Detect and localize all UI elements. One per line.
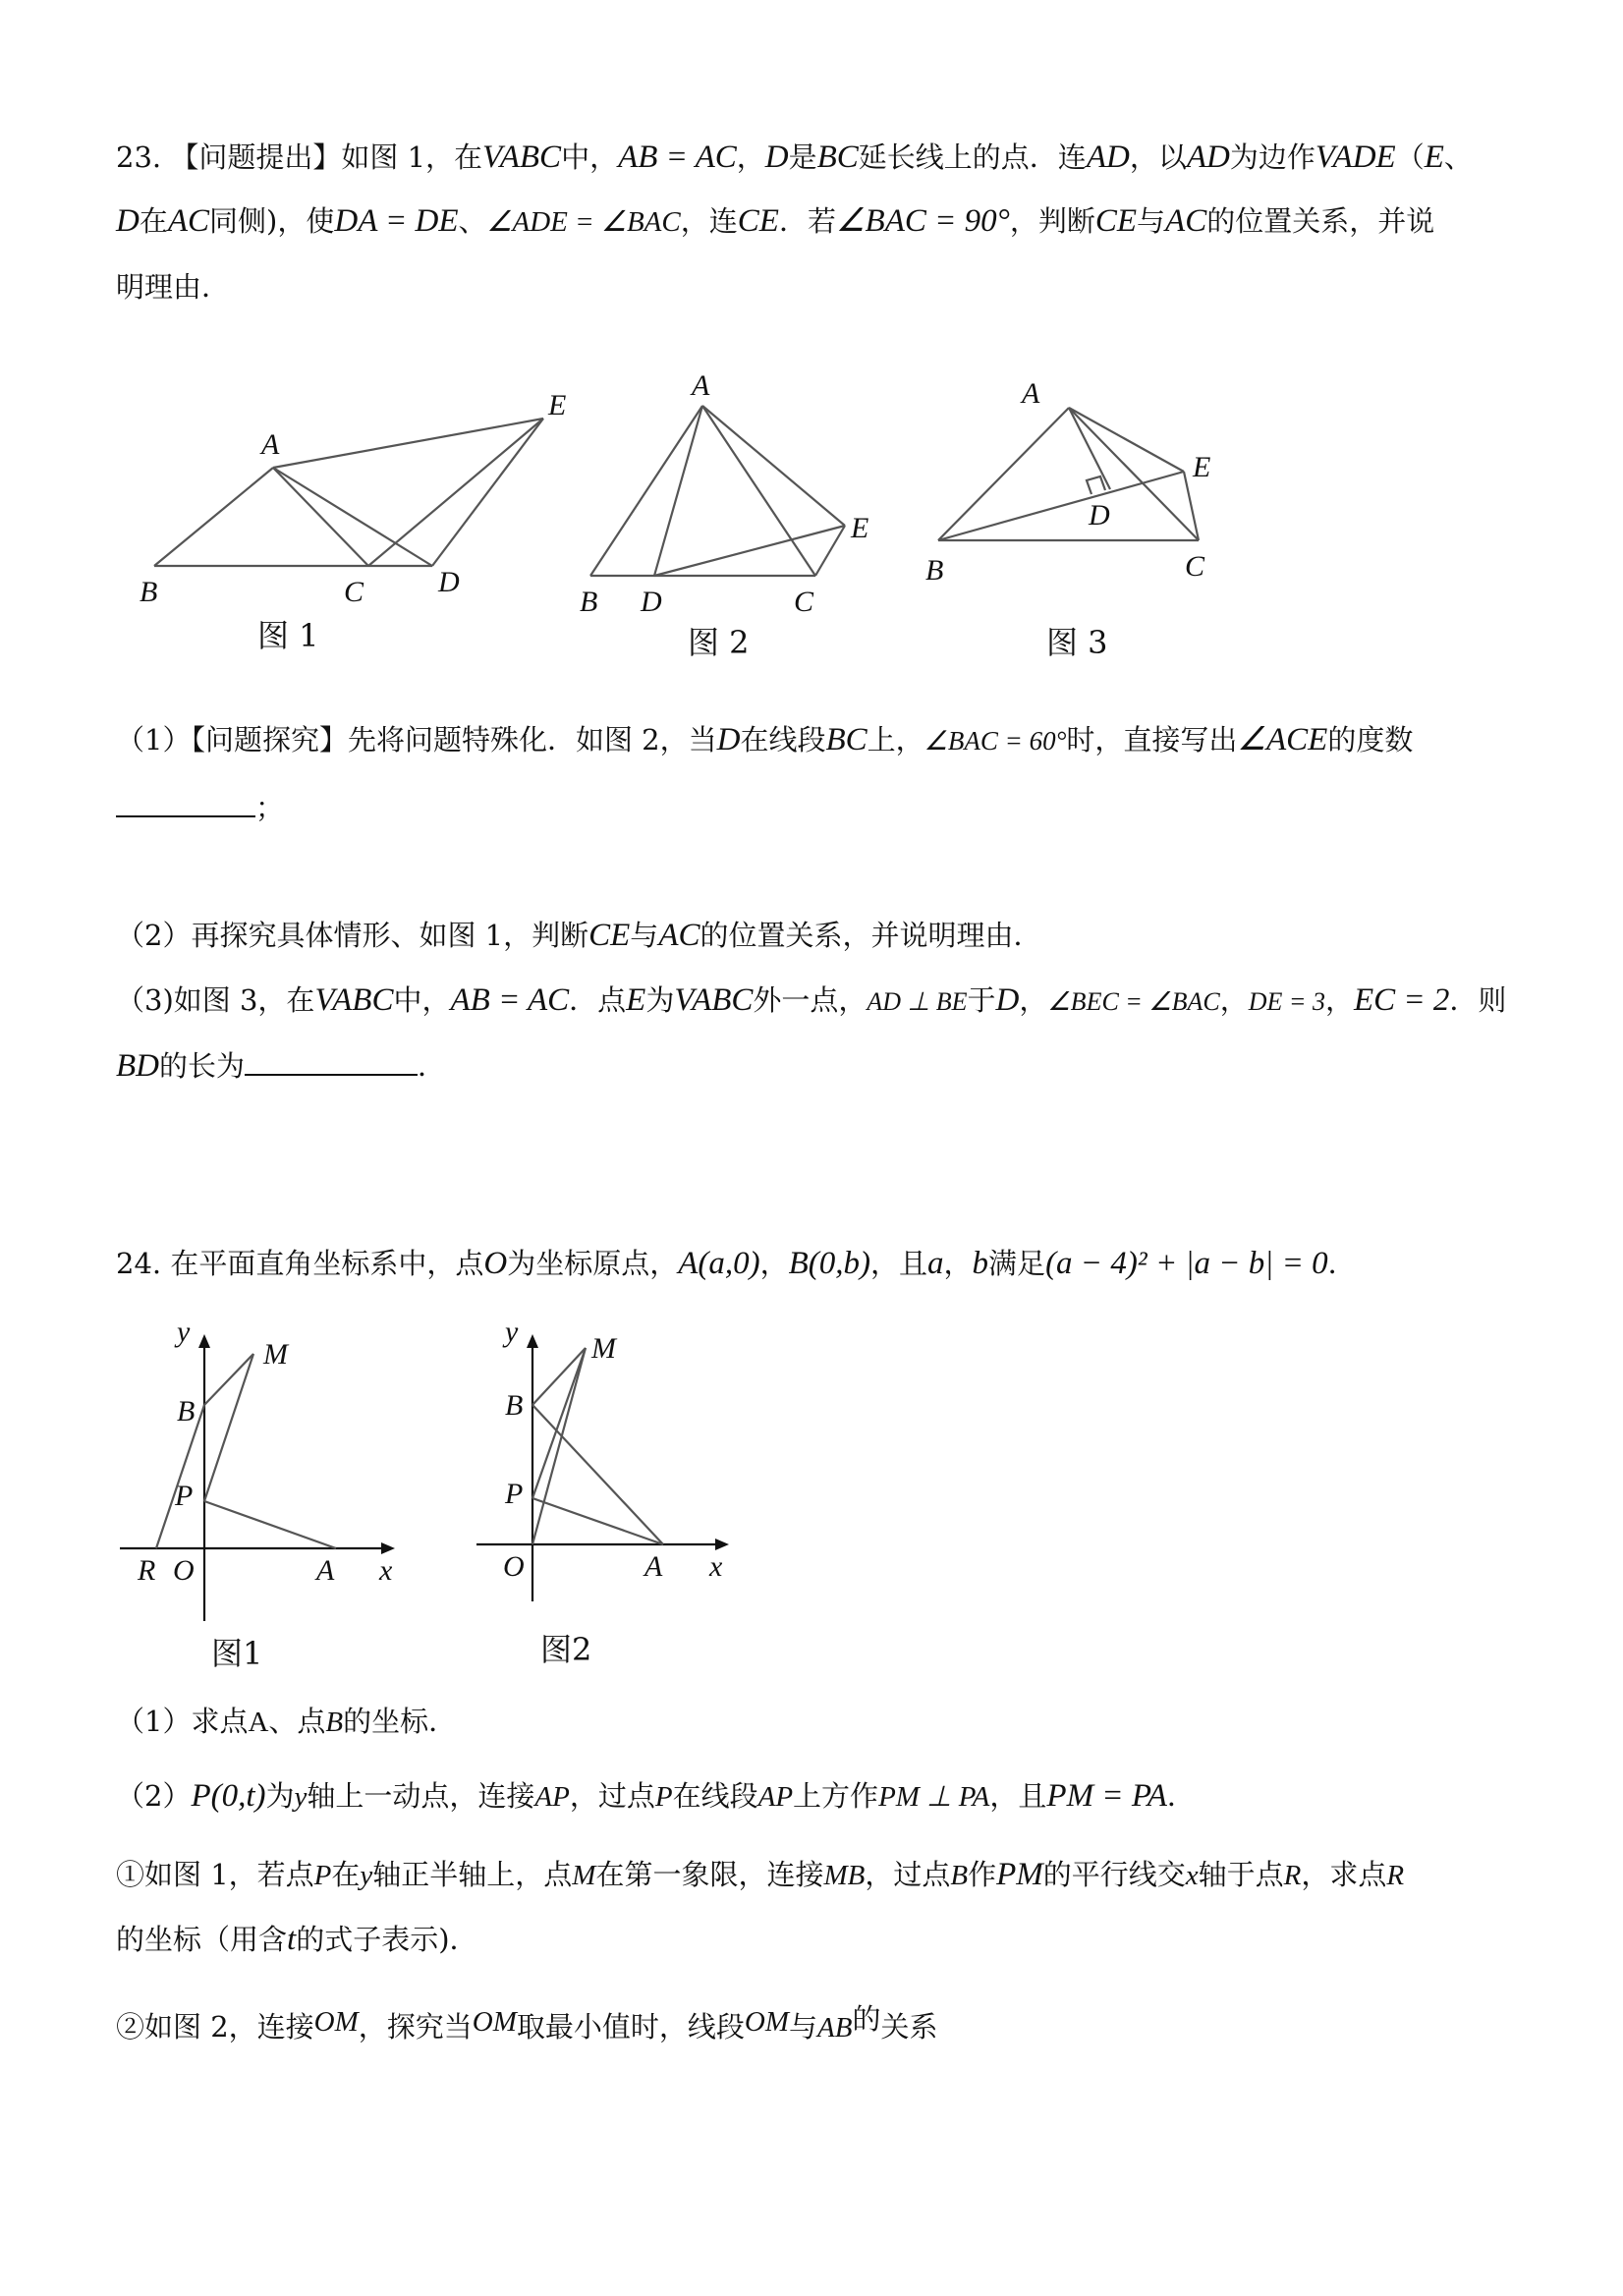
- text: ；: [255, 791, 285, 824]
- text: 中，: [561, 140, 619, 174]
- segment-de: [654, 526, 845, 576]
- text: （3)如图 3，在: [116, 983, 315, 1017]
- text: 的位置关系，并说明理由．: [700, 919, 1042, 952]
- label-o: O: [173, 1554, 195, 1587]
- math: y: [360, 1860, 373, 1891]
- segment-be: [938, 472, 1184, 540]
- label-a: A: [1022, 377, 1040, 410]
- math: AB: [817, 2012, 853, 2044]
- label-a: A: [261, 428, 280, 461]
- math: E: [626, 982, 646, 1018]
- segment-pa: [532, 1498, 663, 1544]
- q23-part-3-answer: [116, 1044, 1521, 1086]
- math: R: [1283, 1860, 1302, 1891]
- math: PM ⊥ PA: [878, 1781, 990, 1813]
- q23-part-1-answer: [116, 786, 1521, 827]
- figure-caption: 图 2: [688, 624, 750, 661]
- math: B(0,b): [788, 1246, 871, 1281]
- text: 、点: [268, 1705, 326, 1738]
- segment-ae: [273, 419, 543, 468]
- label-d: D: [438, 566, 460, 598]
- math: CE: [737, 203, 779, 239]
- text: （2）: [116, 1779, 192, 1813]
- math: EC = 2: [1353, 982, 1450, 1018]
- math: DE = 3: [1248, 987, 1325, 1016]
- text: 的: [852, 2002, 881, 2036]
- text: ．: [1327, 1247, 1357, 1280]
- math: ∠BAC = 60°: [923, 726, 1067, 756]
- math: B: [950, 1860, 969, 1891]
- text: ，探究当: [358, 2010, 473, 2044]
- math: ∠BEC = ∠BAC: [1047, 987, 1220, 1016]
- right-angle-mark: [1087, 476, 1105, 494]
- text: 取最小值时，线段: [516, 2010, 745, 2044]
- q23-part-1: [116, 720, 1521, 760]
- label-r: R: [138, 1554, 156, 1587]
- text: 外一点，: [753, 983, 867, 1017]
- q23-figure-1: [140, 389, 566, 654]
- q24-figures: [0, 1307, 1623, 1690]
- math: R: [1386, 1860, 1405, 1891]
- text: 轴正半轴上，点: [372, 1858, 573, 1891]
- text: 轴上一动点，连接: [307, 1779, 535, 1813]
- text: （2）再探究具体情形、如图 1，判断: [116, 919, 589, 952]
- label-d: D: [1089, 499, 1110, 532]
- text: ，以: [1129, 140, 1187, 174]
- text: 中，: [393, 983, 451, 1017]
- q23-figure-3: [925, 377, 1210, 661]
- text: 与: [1137, 204, 1166, 238]
- section-tag: 【问题提出】: [170, 140, 342, 174]
- math: AP: [757, 1781, 794, 1813]
- label-p: P: [505, 1478, 524, 1510]
- q24-figure-2: [476, 1316, 729, 1668]
- text: 的度数: [1327, 723, 1414, 756]
- q23-figures: [0, 344, 1623, 668]
- text: 在第一象限，连接: [595, 1858, 824, 1891]
- segment-ad: [654, 406, 702, 576]
- figure-caption: 图1: [211, 1635, 263, 1672]
- text: 轴于点: [1198, 1858, 1284, 1891]
- figure-caption: 图 3: [1046, 624, 1108, 661]
- math: ∠ACE: [1237, 722, 1328, 757]
- text: 的位置关系，并说: [1206, 204, 1435, 238]
- math: AD: [1186, 140, 1230, 175]
- text: ．: [418, 1049, 447, 1083]
- q24-part-2: [116, 1776, 1521, 1817]
- text: 的坐标（用含: [116, 1923, 288, 1956]
- math: BC: [816, 140, 859, 175]
- label-p: P: [175, 1480, 194, 1512]
- y-axis-arrow: [198, 1334, 210, 1348]
- label-a: A: [644, 1550, 663, 1583]
- math: AD ⊥ BE: [867, 987, 968, 1016]
- text: 的长为: [159, 1049, 246, 1083]
- math: O: [483, 1246, 508, 1281]
- segment-ae: [702, 406, 845, 526]
- math: D: [716, 722, 741, 757]
- text: 时，直接写出: [1066, 723, 1238, 756]
- text: 、: [1443, 140, 1473, 174]
- answer-blank[interactable]: [245, 1044, 418, 1076]
- text: 是: [788, 140, 817, 174]
- label-x: x: [709, 1550, 723, 1583]
- label-y: y: [177, 1316, 191, 1348]
- math: CE: [1094, 203, 1138, 239]
- math: x: [1185, 1860, 1199, 1891]
- segment-de: [432, 419, 543, 566]
- text: ，连: [680, 204, 738, 238]
- label-c: C: [794, 586, 814, 618]
- question-number: 24.: [116, 1247, 162, 1280]
- q24-figure-1: [120, 1316, 395, 1672]
- text: （1）【问题探究】先将问题特殊化．如图 2，当: [116, 723, 717, 756]
- label-e: E: [548, 389, 567, 421]
- text: ．则: [1449, 983, 1507, 1017]
- q23-line-2: [116, 201, 1521, 242]
- text: ，: [736, 140, 765, 174]
- math: CE: [588, 918, 631, 953]
- label-m: M: [263, 1338, 288, 1371]
- math: VABC: [314, 982, 394, 1018]
- math: AP: [534, 1781, 570, 1813]
- text: ，求点: [1301, 1858, 1387, 1891]
- text: ，: [1219, 983, 1249, 1017]
- math: b: [972, 1246, 989, 1281]
- q23-part-3: [116, 980, 1521, 1022]
- math: AB = AC: [450, 982, 570, 1018]
- text: 在: [331, 1858, 361, 1891]
- math: MB: [823, 1860, 866, 1891]
- text: ．若: [778, 204, 836, 238]
- q24-sub-1-cont: [116, 1920, 1521, 1959]
- text: 在线段: [740, 723, 826, 756]
- label-a: A: [692, 369, 710, 402]
- label-b: B: [580, 586, 598, 618]
- text: ，过点: [569, 1779, 655, 1813]
- math: AC: [1165, 203, 1207, 239]
- q24-part-1: [116, 1702, 1521, 1742]
- label-m: M: [591, 1332, 616, 1365]
- text: 的式子表示)．: [296, 1923, 478, 1956]
- text: ，: [1324, 983, 1354, 1017]
- math: ∠BAC = 90°: [835, 203, 1010, 239]
- text: 、: [458, 204, 487, 238]
- segment-ce: [368, 419, 543, 566]
- math: BD: [116, 1048, 159, 1084]
- segment-ab: [590, 406, 702, 576]
- text: ，且: [870, 1247, 928, 1280]
- math: PM = PA: [1046, 1778, 1167, 1814]
- question-number: 23.: [116, 140, 162, 174]
- math: VABC: [674, 982, 754, 1018]
- segment-ac: [702, 406, 815, 576]
- q23-line-1: [116, 138, 1521, 177]
- label-b: B: [505, 1389, 524, 1422]
- math: E: [1424, 140, 1444, 175]
- q24-sub-2: [116, 1999, 1521, 2047]
- math: AB = AC: [618, 140, 737, 175]
- text: ，且: [989, 1779, 1047, 1813]
- math: A: [248, 1707, 269, 1738]
- math: ∠ADE = ∠BAC: [486, 206, 681, 238]
- text: 为坐标原点，: [507, 1247, 679, 1280]
- math: (a − 4)² + |a − b| = 0: [1045, 1246, 1328, 1281]
- text: 关系: [880, 2010, 938, 2044]
- q23-part-2: [116, 916, 1521, 955]
- segment-ab: [154, 468, 273, 566]
- segment-pm: [204, 1354, 253, 1501]
- math: P: [313, 1860, 332, 1891]
- math: OM: [472, 2006, 517, 2038]
- text: 于: [967, 983, 996, 1017]
- math: t: [287, 1922, 297, 1957]
- label-c: C: [1185, 550, 1205, 583]
- math: a: [927, 1246, 944, 1281]
- math: P(0,t): [191, 1778, 266, 1814]
- math: AC: [167, 203, 210, 239]
- figure-caption: 图2: [540, 1631, 592, 1668]
- math: M: [572, 1860, 596, 1891]
- math: AC: [658, 918, 700, 953]
- x-axis-arrow: [715, 1539, 729, 1550]
- text: 的平行线交: [1042, 1858, 1186, 1891]
- text: ①如图 1，若点: [116, 1858, 314, 1891]
- text: 与: [789, 2010, 818, 2044]
- q24-sub-1: [116, 1855, 1521, 1895]
- math: BC: [825, 722, 867, 757]
- text: ．点: [569, 983, 627, 1017]
- math: P: [654, 1781, 673, 1813]
- label-b: B: [140, 576, 158, 608]
- text: 上方作: [793, 1779, 879, 1813]
- label-a: A: [316, 1554, 335, 1587]
- math: VABC: [482, 140, 562, 175]
- text: 如图 1，在: [341, 140, 483, 174]
- q23-figure-2: [580, 369, 868, 661]
- math: OM: [744, 2006, 790, 2038]
- math: DA = DE: [334, 203, 459, 239]
- answer-blank[interactable]: [116, 786, 255, 817]
- math: y: [294, 1781, 308, 1813]
- segment-ab: [938, 408, 1069, 540]
- math: D: [995, 982, 1020, 1018]
- text: ②如图 2，连接: [116, 2010, 314, 2044]
- text: 延长线上的点．连: [858, 140, 1087, 174]
- text: 为边作: [1229, 140, 1315, 174]
- math: AD: [1086, 140, 1130, 175]
- label-b: B: [177, 1395, 196, 1428]
- text: 作: [968, 1858, 997, 1891]
- math: A(a,0): [678, 1246, 760, 1281]
- text: 在平面直角坐标系中，点: [170, 1247, 484, 1280]
- text: 上，: [867, 723, 924, 756]
- text: ，: [1019, 983, 1048, 1017]
- label-d: D: [641, 586, 662, 618]
- math: OM: [313, 2006, 359, 2038]
- math: D: [764, 140, 789, 175]
- label-b: B: [925, 554, 944, 587]
- text: （1）求点: [116, 1705, 249, 1738]
- text: （: [1395, 140, 1425, 174]
- figure-caption: 图 1: [257, 617, 319, 654]
- text: 满足: [988, 1247, 1046, 1280]
- math: PM: [996, 1857, 1043, 1892]
- q24-intro: [116, 1244, 1521, 1283]
- label-y: y: [505, 1316, 519, 1348]
- label-e: E: [1193, 451, 1211, 483]
- y-axis-arrow: [527, 1334, 538, 1348]
- text: 为: [265, 1779, 295, 1813]
- label-c: C: [344, 576, 364, 608]
- label-o: O: [503, 1550, 525, 1583]
- text: 在线段: [672, 1779, 758, 1813]
- text: ．: [1166, 1779, 1196, 1813]
- text: ，: [759, 1247, 789, 1280]
- math: D: [116, 203, 140, 239]
- text: 与: [630, 919, 659, 952]
- text: ，过点: [865, 1858, 951, 1891]
- text: 为: [645, 983, 675, 1017]
- x-axis-arrow: [381, 1542, 395, 1554]
- text: 同侧)，使: [209, 204, 335, 238]
- segment-pa: [204, 1501, 336, 1548]
- q23-line-3: 明理由．: [116, 270, 231, 304]
- text: 在: [139, 204, 168, 238]
- label-x: x: [379, 1554, 393, 1587]
- text: ，: [943, 1247, 973, 1280]
- segment-pm: [532, 1348, 586, 1498]
- math: B: [325, 1707, 344, 1738]
- math: VADE: [1315, 140, 1396, 175]
- label-e: E: [851, 512, 869, 544]
- text: ，判断: [1009, 204, 1095, 238]
- text: 的坐标．: [343, 1705, 458, 1738]
- segment-mb: [204, 1354, 253, 1405]
